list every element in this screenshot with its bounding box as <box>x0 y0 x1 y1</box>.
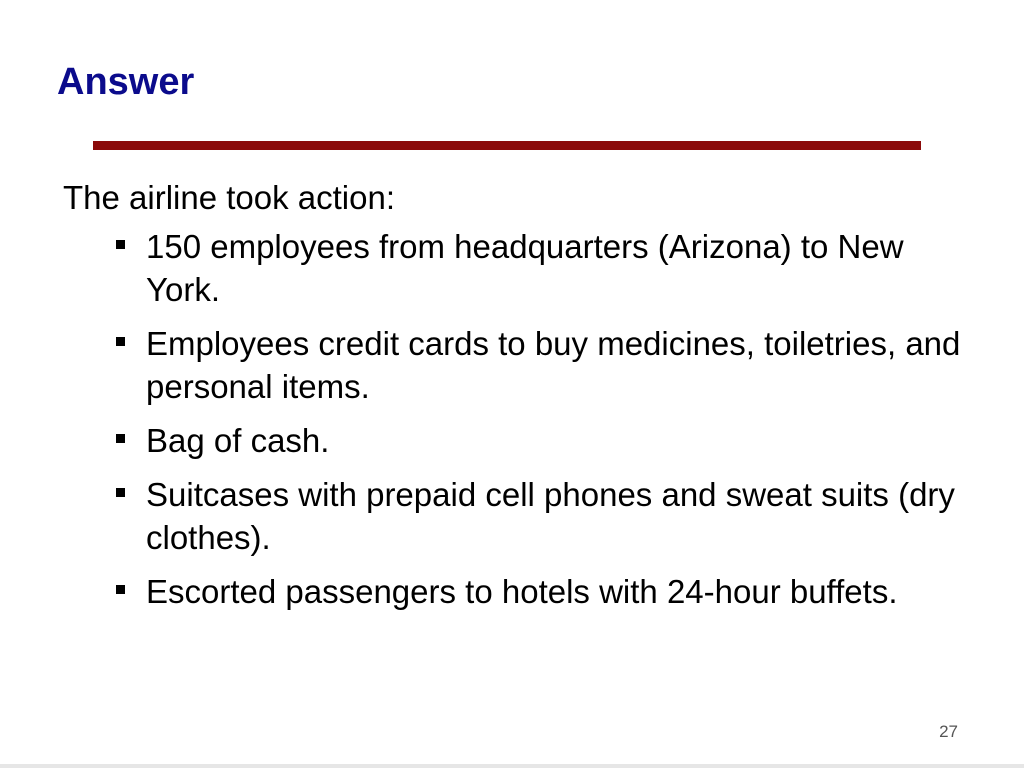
slide-title: Answer <box>57 61 195 103</box>
bullet-text: Suitcases with prepaid cell phones and sweat suits (dry clothes). <box>146 476 955 556</box>
bottom-border <box>0 764 1024 768</box>
bullet-text: 150 employees from headquarters (Arizona) to New York. <box>146 228 904 308</box>
bullet-item <box>112 322 972 408</box>
lead-text: The airline took action: <box>63 179 396 216</box>
square-bullet-icon <box>116 240 125 249</box>
bullet-text: Escorted passengers to hotels with 24-hour buffets. <box>146 573 898 610</box>
square-bullet-icon <box>116 337 125 346</box>
square-bullet-icon <box>116 488 125 497</box>
bullet-item <box>112 473 972 559</box>
bullet-item <box>112 225 972 311</box>
bullet-list <box>112 225 972 624</box>
bullet-text: Bag of cash. <box>146 422 330 459</box>
bullet-item <box>112 570 972 613</box>
bullet-text: Employees credit cards to buy medicines, toiletries, and personal items. <box>146 325 961 405</box>
square-bullet-icon <box>116 585 125 594</box>
page-number: 27 <box>939 722 958 741</box>
bullet-item <box>112 419 972 462</box>
title-divider <box>93 141 921 150</box>
square-bullet-icon <box>116 434 125 443</box>
